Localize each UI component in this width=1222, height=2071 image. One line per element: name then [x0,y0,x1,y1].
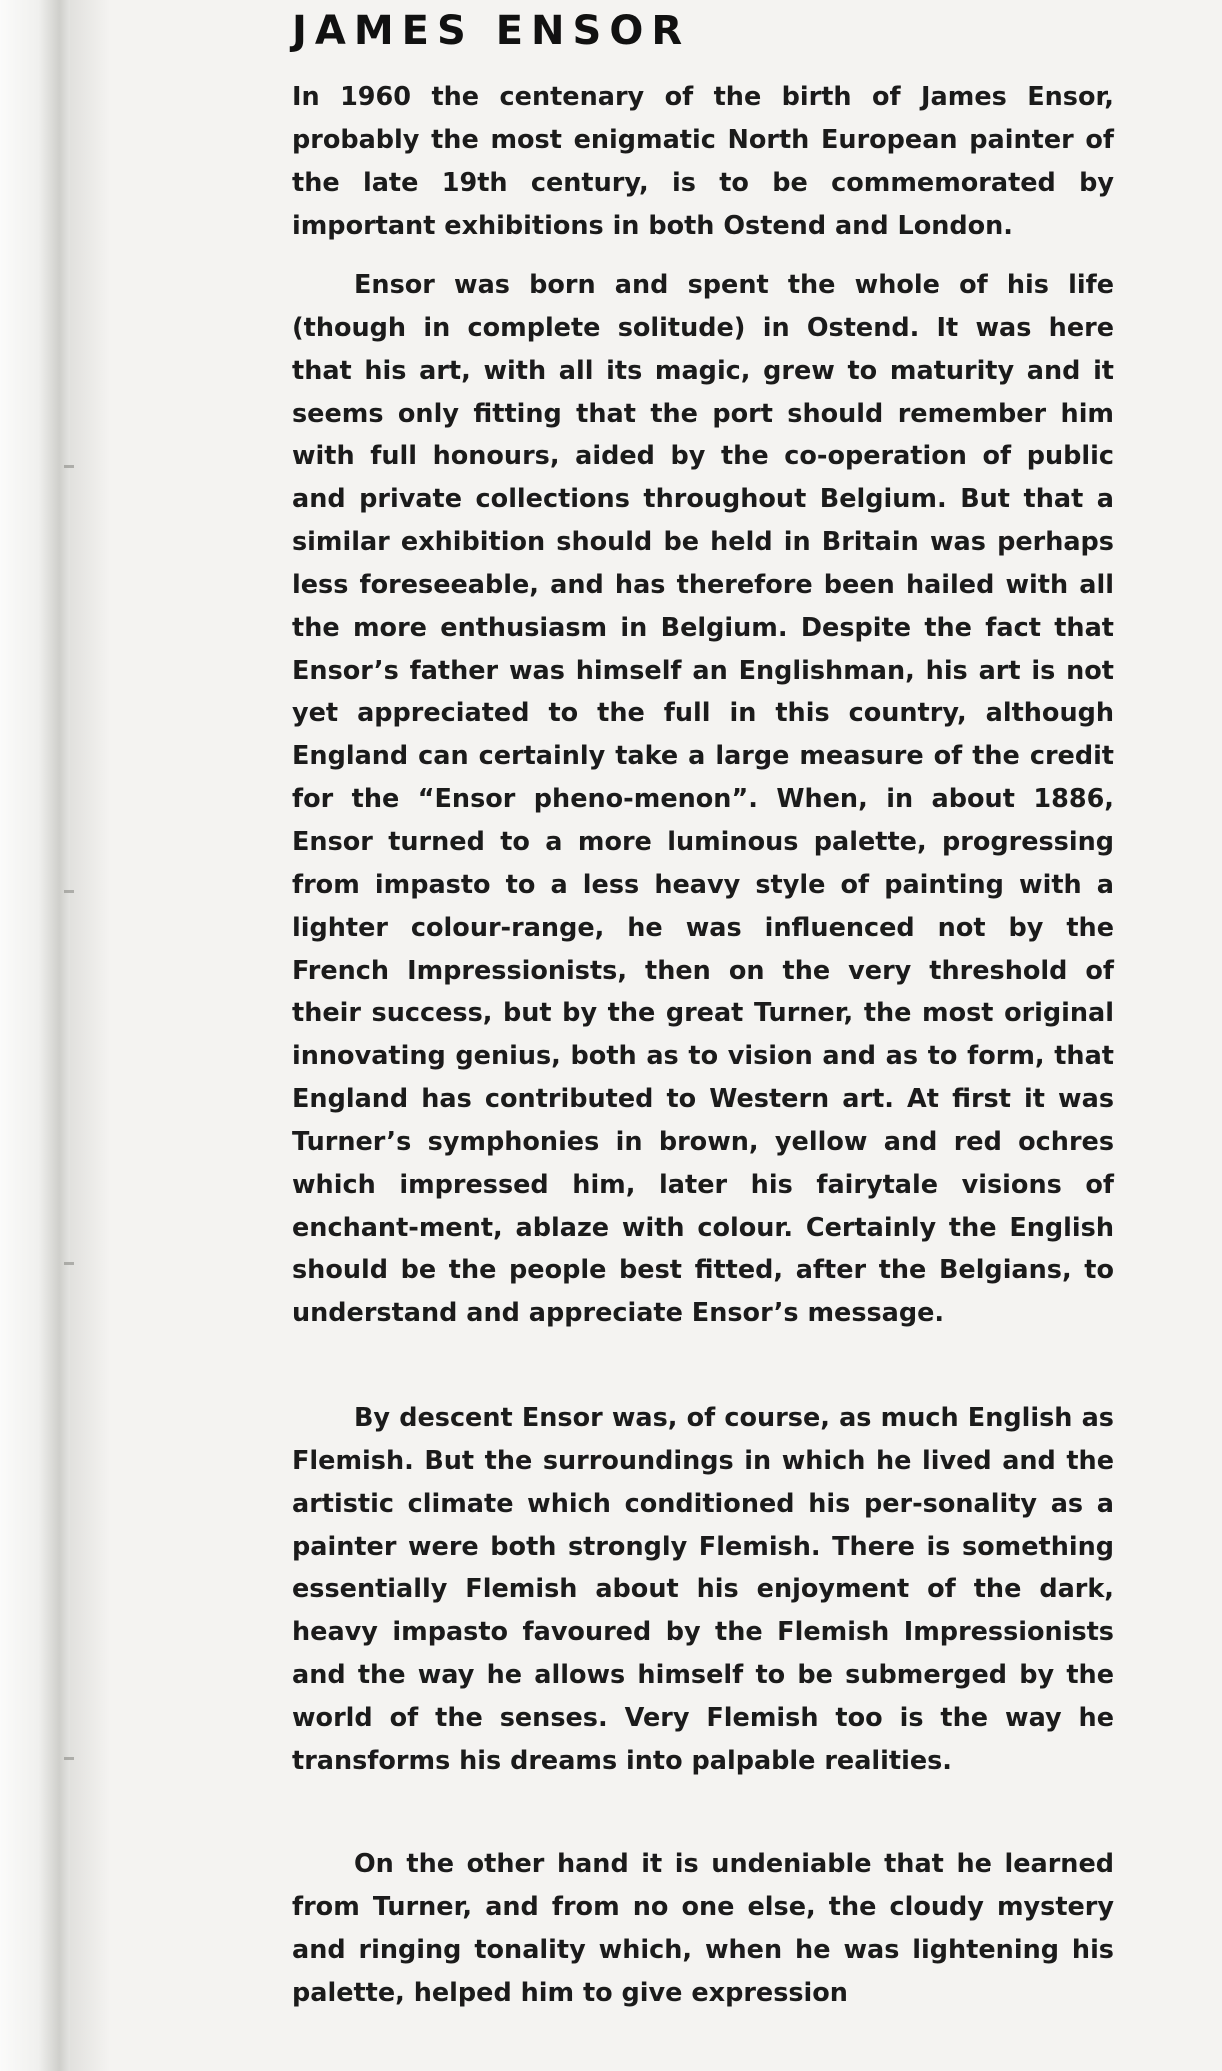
binding-mark [64,465,74,468]
paragraph-ostend: Ensor was born and spent the whole of his life (though in complete solitude) in Ostend. It was here that his art, with all its magic, grew to maturity and it seems only fitting that the port should remember him with full honours, aided by the co-operation of public and private collections throughout Belgium. But that a similar exhibition should be held in Britain was perhaps less foreseeable, and has therefore been hailed with all the more enthusiasm in Belgium. Despite the fact that Ensor’s father was himself an Englishman, his art is not yet appreciated to the full in this country, although England can certainly take a large measure of the credit for the “Ensor pheno-menon”. When, in about 1886, Ensor turned to a more luminous palette, progressing from impasto to a less heavy style of painting with a lighter colour-range, he was influenced not by the French Impressionists, then on the very threshold of their success, but by the great Turner, the most original innovating genius, both as to vision and as to form, that England has contributed to Western art. At first it was Turner’s symphonies in brown, yellow and red ochres which impressed him, later his fairytale visions of enchant-ment, ablaze with colour. Certainly the English should be the people best fitted, after the Belgians, to understand and appreciate Ensor’s message. [292,270,1114,1329]
paragraph-descent: By descent Ensor was, of course, as much English as Flemish. But the surroundings in which he lived and the artistic climate which conditioned his per-sonality as a painter were both strongly Flemish. There is something essentially Flemish about his enjoyment of the dark, heavy impasto favoured by the Flemish Impressionists and the way he allows himself to be submerged by the world of the senses. Very Flemish too is the way he transforms his dreams into palpable realities. [292,1403,1114,1776]
paragraph-intro: In 1960 the centenary of the birth of James Ensor, probably the most enigmatic North European painter of the late 19th century, is to be commemorated by important exhibitions in both Ostend and London. [292,82,1114,241]
page-title: JAMES ENSOR [292,8,691,54]
binding-mark [64,890,74,893]
binding-mark [64,1757,74,1760]
paragraph-turner: On the other hand it is undeniable that he learned from Turner, and from no one else, the cloudy mystery and ringing tonality which, when he was lightening his palette, helped him to give expression [292,1849,1114,2008]
binding-mark [64,1262,74,1265]
gutter-shadow [70,0,110,2071]
page-gutter [0,0,70,2071]
